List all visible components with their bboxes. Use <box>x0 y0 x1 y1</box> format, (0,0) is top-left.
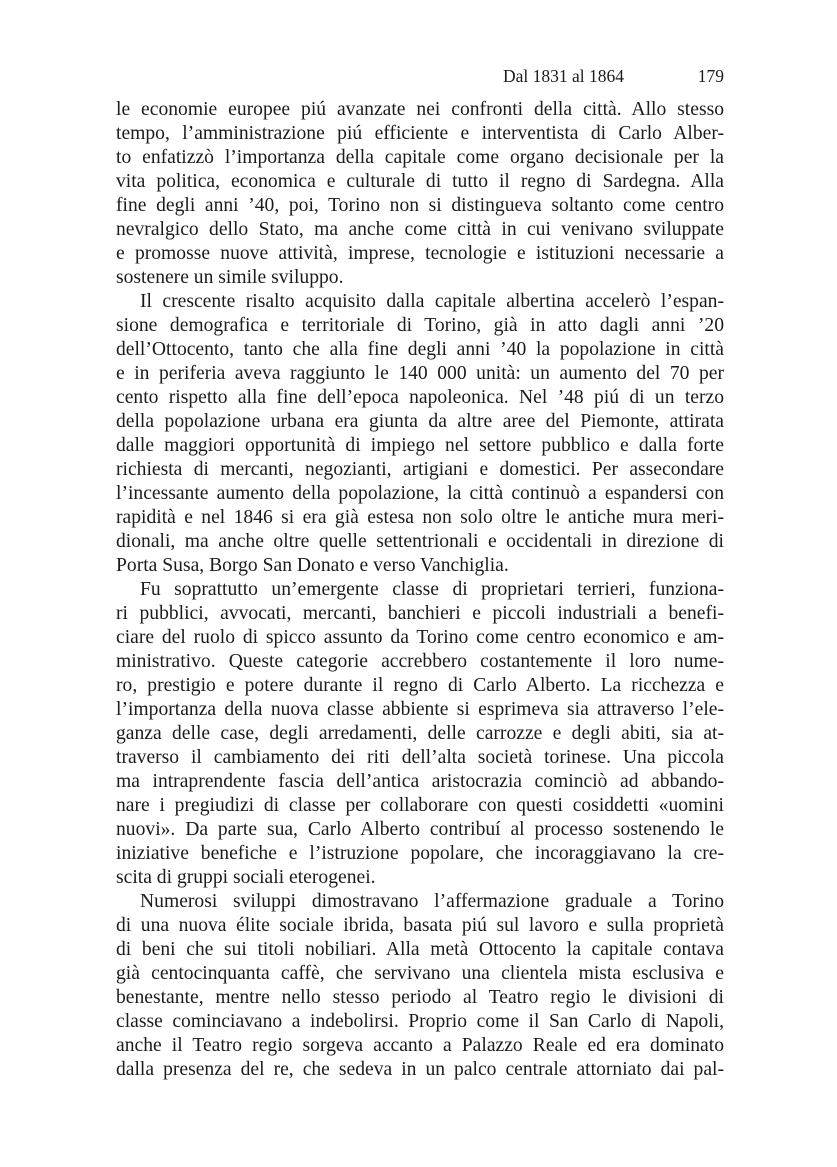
text-line: classe cominciavano a indebolirsi. Proprio come il San Carlo di Napoli, <box>116 1011 724 1032</box>
text-line: ma intraprendente fascia dell’antica aristocrazia cominciò ad abbando- <box>116 771 724 792</box>
text-line: sostenere un simile sviluppo. <box>116 267 344 288</box>
text-line: Il crescente risalto acquisito dalla capitale albertina accelerò l’espan- <box>140 291 724 312</box>
text-line: rapidità e nel 1846 si era già estesa non solo oltre le antiche mura meri- <box>116 507 724 528</box>
text-line: ri pubblici, avvocati, mercanti, banchieri e piccoli industriali a benefi- <box>116 603 724 624</box>
text-line: di una nuova élite sociale ibrida, basata piú sul lavoro e sulla proprietà <box>116 915 724 936</box>
text-line: Numerosi sviluppi dimostravano l’affermazione graduale a Torino <box>140 891 724 912</box>
text-line: e promosse nuove attività, imprese, tecnologie e istituzioni necessarie a <box>116 243 724 264</box>
text-line: iniziative benefiche e l’istruzione popolare, che incoraggiavano la cre- <box>116 843 724 864</box>
text-line: dalle maggiori opportunità di impiego nel settore pubblico e dalla forte <box>116 435 724 456</box>
text-line: ganza delle case, degli arredamenti, delle carrozze e degli abiti, sia at- <box>116 723 724 744</box>
text-line: nare i pregiudizi di classe per collaborare con questi cosiddetti «uomini <box>116 795 724 816</box>
paragraph-3 <box>116 578 724 890</box>
paragraph-1 <box>116 98 724 290</box>
text-line: nuovi». Da parte sua, Carlo Alberto contribuí al processo sostenendo le <box>116 819 724 840</box>
text-line: di beni che sui titoli nobiliari. Alla metà Ottocento la capitale contava <box>116 939 724 960</box>
text-line: ciare del ruolo di spicco assunto da Torino come centro economico e am- <box>116 627 724 648</box>
text-line: benestante, mentre nello stesso periodo al Teatro regio le divisioni di <box>116 987 724 1008</box>
running-header <box>116 64 724 88</box>
text-line: cento rispetto alla fine dell’epoca napoleonica. Nel ’48 piú di un terzo <box>116 387 724 408</box>
text-line: dionali, ma anche oltre quelle settentrionali e occidentali in direzione di <box>116 531 724 552</box>
text-line: vita politica, economica e culturale di tutto il regno di Sardegna. Alla <box>116 171 724 192</box>
text-line: e in periferia aveva raggiunto le 140 000 unità: un aumento del 70 per <box>116 363 724 384</box>
text-line: nevralgico dello Stato, ma anche come città in cui venivano sviluppate <box>116 219 724 240</box>
text-line: già centocinquanta caffè, che servivano una clientela mista esclusiva e <box>116 963 724 984</box>
text-line: Fu soprattutto un’emergente classe di proprietari terrieri, funziona- <box>140 579 724 600</box>
text-line: fine degli anni ’40, poi, Torino non si distingueva soltanto come centro <box>116 195 724 216</box>
text-line: scita di gruppi sociali eterogenei. <box>116 867 376 888</box>
text-line: sione demografica e territoriale di Torino, già in atto dagli anni ’20 <box>116 315 724 336</box>
text-line: l’importanza della nuova classe abbiente si esprimeva sia attraverso l’ele- <box>116 699 724 720</box>
text-line: dalla presenza del re, che sedeva in un palco centrale attorniato dai pal- <box>116 1059 724 1080</box>
paragraph-2 <box>116 290 724 578</box>
text-line: richiesta di mercanti, negozianti, artigiani e domestici. Per assecondare <box>116 459 724 480</box>
text-line: l’incessante aumento della popolazione, la città continuò a espandersi con <box>116 483 724 504</box>
text-line: Porta Susa, Borgo San Donato e verso Vanchiglia. <box>116 555 509 576</box>
body-text <box>116 98 724 1082</box>
text-line: ministrativo. Queste categorie accrebbero costantemente il loro nume- <box>116 651 724 672</box>
text-line: dell’Ottocento, tanto che alla fine degli anni ’40 la popolazione in città <box>116 339 724 360</box>
running-head-title: Dal 1831 al 1864 <box>502 66 624 86</box>
text-line: tempo, l’amministrazione piú efficiente e interventista di Carlo Alber- <box>116 123 724 144</box>
text-line: le economie europee piú avanzate nei confronti della città. Allo stesso <box>116 99 724 120</box>
page-number: 179 <box>697 66 724 86</box>
text-line: della popolazione urbana era giunta da altre aree del Piemonte, attirata <box>116 411 724 432</box>
text-line: to enfatizzò l’importanza della capitale come organo decisionale per la <box>116 147 724 168</box>
text-line: traverso il cambiamento dei riti dell’alta società torinese. Una piccola <box>116 747 724 768</box>
text-line: ro, prestigio e potere durante il regno di Carlo Alberto. La ricchezza e <box>116 675 724 696</box>
text-line: anche il Teatro regio sorgeva accanto a Palazzo Reale ed era dominato <box>116 1035 724 1056</box>
paragraph-4 <box>116 890 724 1082</box>
